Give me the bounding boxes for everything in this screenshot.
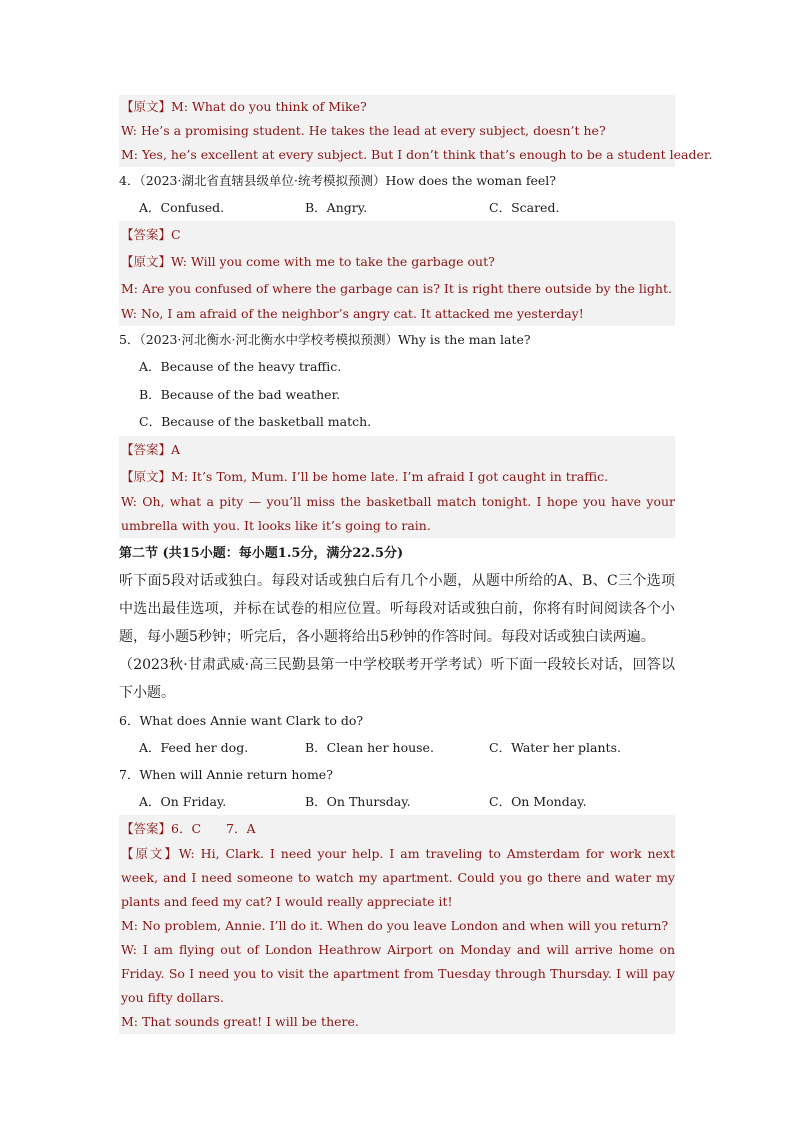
answer-label: 【答案】 bbox=[121, 441, 172, 457]
option-c: C．On Monday. bbox=[489, 793, 587, 809]
passage-source: （2023秋·甘肃武威·高三民勤县第一中学校联考开学考试）听下面一段较长对话，回答以下小题。 bbox=[119, 656, 675, 701]
option-a: A．Feed her dog. bbox=[139, 739, 249, 755]
transcript-line bbox=[119, 463, 675, 490]
section-heading: 第二节 (共15小题：每小题1.5分，满分22.5分) bbox=[119, 545, 404, 561]
transcript-line bbox=[119, 248, 675, 275]
transcript-text: W: Hi, Clark. I need your help. I am traveling to Amsterdam for work next week, and I need someone to watch my apartment. Could you go there and water my plants and feed my cat? I would really appreciate it! bbox=[121, 845, 675, 909]
answer-value: 6．C 7．A bbox=[171, 820, 256, 836]
option-b: B．Angry. bbox=[305, 200, 368, 215]
option-a: A．Because of the heavy traffic. bbox=[139, 359, 342, 374]
question-4-stem: 4．（2023·湖北省直辖县级单位·统考模拟预测）How does the woman feel? bbox=[119, 173, 556, 188]
answer-line bbox=[119, 436, 675, 463]
transcript-paragraph: W: I am flying out of London Heathrow Airport on Monday and will arrive home on Friday. So I need you to visit the apartment from Tuesday through Thursday. I will pay you fifty dollars. bbox=[119, 938, 675, 1010]
transcript-paragraph: M: No problem, Annie. I’ll do it. When do you leave London and when will you return? bbox=[119, 914, 675, 938]
question-7-stem: 7．When will Annie return home? bbox=[119, 766, 333, 782]
question-6-options bbox=[119, 734, 675, 761]
option-a: A．On Friday. bbox=[139, 793, 227, 809]
option-b: B．Clean her house. bbox=[305, 739, 434, 755]
transcript-text: M: What do you think of Mike? bbox=[171, 99, 367, 114]
transcript-line bbox=[119, 95, 675, 119]
question-5-stem: 5．（2023·河北衡水·河北衡水中学校考模拟预测）Why is the man late? bbox=[119, 332, 531, 347]
transcript-line: M: Yes, he’s excellent at every subject. But I don’t think that’s enough to be a student leader. bbox=[119, 143, 675, 167]
question-7-options bbox=[119, 788, 675, 815]
option-c: C．Water her plants. bbox=[489, 739, 621, 755]
option-b: B．On Thursday. bbox=[305, 793, 411, 809]
option-b: B．Because of the bad weather. bbox=[139, 386, 341, 402]
question-4-options bbox=[119, 194, 675, 221]
question-6-stem: 6．What does Annie want Clark to do? bbox=[119, 712, 364, 728]
option-c: C．Because of the basketball match. bbox=[139, 414, 372, 429]
answer-label: 【答案】 bbox=[121, 820, 172, 836]
transcript-paragraph bbox=[119, 842, 675, 914]
answer-label: 【答案】 bbox=[121, 227, 172, 242]
transcript-text: W: Will you come with me to take the garbage out? bbox=[171, 254, 495, 269]
transcript-label: 【原文】 bbox=[121, 254, 172, 269]
transcript-line: W: He’s a promising student. He takes the lead at every subject, doesn’t he? bbox=[119, 119, 675, 143]
answer-line bbox=[119, 221, 675, 248]
section-instructions: 听下面5段对话或独白。每段对话或独白后有几个小题，从题中所给的A、B、C三个选项中选出最佳选项，并标在试卷的相应位置。听每段对话或独白前，你将有时间阅读各个小题，每小题5秒钟；听完后，各小题将给出5秒钟的作答时间。每段对话或独白读两遍。 bbox=[119, 572, 675, 645]
option-c: C．Scared. bbox=[489, 200, 560, 215]
transcript-line: W: No, I am afraid of the neighbor’s angry cat. It attacked me yesterday! bbox=[119, 302, 675, 326]
transcript-line: M: Are you confused of where the garbage can is? It is right there outside by the light. bbox=[119, 275, 675, 302]
answer-line bbox=[119, 815, 675, 842]
answer-value: A bbox=[171, 441, 181, 457]
option-a: A．Confused. bbox=[139, 200, 225, 215]
transcript-label: 【原文】 bbox=[121, 99, 172, 114]
document-page bbox=[119, 95, 713, 1034]
transcript-label: 【原文】 bbox=[121, 845, 179, 861]
transcript-label: 【原文】 bbox=[121, 468, 172, 484]
transcript-paragraph: W: Oh, what a pity — you’ll miss the basketball match tonight. I hope you have your umbrella with you. It looks like it’s going to rain. bbox=[119, 490, 675, 538]
transcript-paragraph: M: That sounds great! I will be there. bbox=[119, 1010, 675, 1034]
answer-value: C bbox=[171, 227, 181, 242]
transcript-text: M: It’s Tom, Mum. I’ll be home late. I’m afraid I got caught in traffic. bbox=[171, 468, 609, 484]
